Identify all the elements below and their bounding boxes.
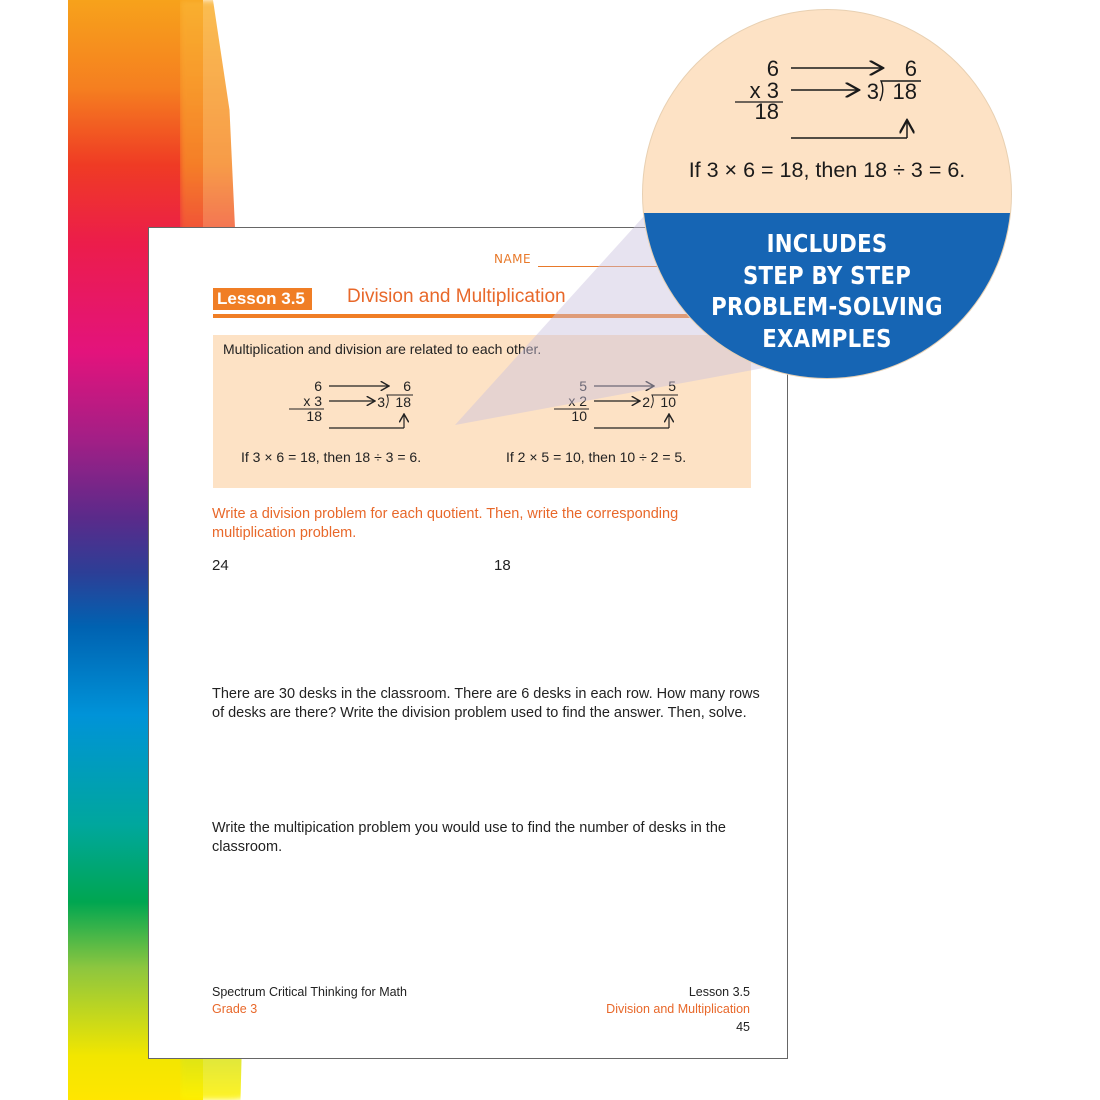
footer-grade: Grade 3 <box>212 1002 258 1016</box>
callout-line-3: PROBLEM-SOLVING <box>711 292 943 321</box>
callout-divisor: 3 <box>866 79 879 104</box>
example-2-product: 10 <box>571 408 587 424</box>
callout-quotient: 6 <box>904 56 917 81</box>
example-1-dividend: 18 <box>395 394 411 410</box>
instruction-text: Write a division problem for each quotient. Then, write the corresponding multiplication problem. <box>212 506 679 541</box>
callout-example-diagram <box>723 52 933 142</box>
callout-equation: If 3 × 6 = 18, then 18 ÷ 3 = 6. <box>688 158 966 182</box>
follow-up-question: Write the multipication problem you would use to find the number of desks in the classroom. <box>212 820 726 855</box>
footer-book-title: Spectrum Critical Thinking for Math <box>212 985 407 999</box>
example-2-divisor: 2 <box>642 394 650 410</box>
footer-lesson: Lesson 3.5 <box>688 985 750 999</box>
example-2-caption: If 2 × 5 = 10, then 10 ÷ 2 = 5. <box>506 449 687 465</box>
footer-lesson-title: Division and Multiplication <box>606 1002 750 1016</box>
callout-line-1: INCLUDES <box>766 229 888 258</box>
callout-dividend: 18 <box>892 79 917 104</box>
callout-multiplier: x 3 <box>749 78 779 103</box>
example-2-multiplier: x 2 <box>568 393 587 409</box>
name-label: NAME <box>494 252 532 266</box>
example-1-diagram <box>279 376 419 434</box>
example-2-quotient: 5 <box>668 378 676 394</box>
callout-feature-text <box>671 228 984 354</box>
callout-line-2: STEP BY STEP <box>742 260 912 290</box>
quotient-18: 18 <box>494 557 511 574</box>
intro-text: Multiplication and division are related to each other. <box>223 341 542 357</box>
example-1-quotient: 6 <box>403 378 411 394</box>
example-1-divisor: 3 <box>377 394 385 410</box>
word-problem: There are 30 desks in the classroom. There are 6 desks in each row. How many rows of desks are there? Write the division problem used to find the answer. Then, solve. <box>212 686 760 721</box>
lesson-title: Division and Multiplication <box>347 286 566 307</box>
callout-product: 18 <box>754 99 779 124</box>
example-2-top: 5 <box>579 378 587 394</box>
example-1-product: 18 <box>306 408 322 424</box>
example-1-top: 6 <box>314 378 322 394</box>
lesson-number-badge: Lesson 3.5 <box>213 288 312 310</box>
quotient-24: 24 <box>212 557 229 574</box>
callout-top: 6 <box>766 56 779 81</box>
example-1-multiplier: x 3 <box>303 393 322 409</box>
callout-line-4: EXAMPLES <box>762 323 892 353</box>
example-2-dividend: 10 <box>660 394 676 410</box>
footer-page-number: 45 <box>736 1020 750 1034</box>
example-1-caption: If 3 × 6 = 18, then 18 ÷ 3 = 6. <box>241 449 422 465</box>
callout-circle <box>643 10 1011 378</box>
